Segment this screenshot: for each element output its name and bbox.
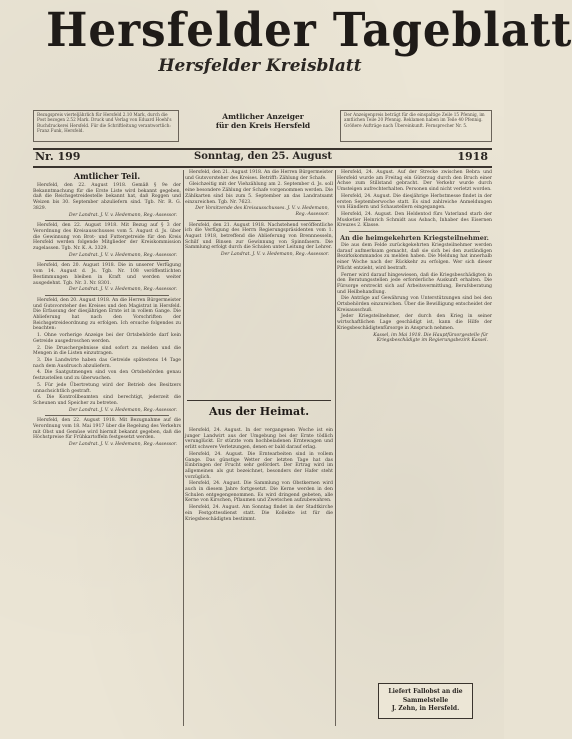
notice-signature: Der Landrat. J. V. v. Hedemann, Reg.-Assessor. — [68, 212, 177, 218]
notice-signature: Der Landrat. J. V. v. Hedemann, Reg.-Assessor. — [68, 407, 177, 413]
newspaper-subtitle: Hersfelder Kreisblatt — [158, 56, 362, 76]
notice-paragraph: Hersfeld, den 22. August 1918. Mit Bezugnahme auf die Verordnung vom 18. Mai 1917 über die Regelung des Verkehrs mit Obst und Gemüse wird hiermit bekannt gegeben, daß die Höchstpreise für Frühkartoffeln festgesetzt werden. — [33, 418, 181, 441]
notice-list-item: 5. Für jede Übertretung wird der Betrieb des Besitzers unnachsichtlich gestraft. — [33, 382, 181, 394]
notice-list-item: 3. Die Landwirte haben das Getreide spätestens 14 Tage nach dem Ausdrusch abzuliefern. — [33, 357, 181, 369]
notice-paragraph: Gleichzeitig mit der Viehzählung am 2. September d. Js. soll eine besondere Zählung der Schafe vorgenommen werden. Die Zählkarten sind bis zum 5. September an das Landratsamt einzureichen. Tgb. Nr. 7623. — [185, 182, 333, 205]
news-paragraph: Hersfeld, 24. August. Am Sonntag findet in der Stadtkirche ein Festgottesdienst statt. Die Kollekte ist für die Kriegsbeschädigten bestimmt. — [185, 505, 333, 522]
ad-line-1: Liefert Fallobst an die — [388, 688, 463, 695]
column-local-news — [185, 428, 333, 726]
official-gazette-label — [198, 112, 328, 130]
issue-date: Sonntag, den 25. August — [193, 151, 332, 162]
section-heading-veterans: An die heimgekehrten Kriegsteilnehmer. — [340, 234, 489, 243]
notice-paragraph: Hersfeld, den 22. August 1918. Gemäß § 9e der Bekanntmachung für die Erste Liste wird bekannt gegeben, daß die Reichsgetreidestelle bekannt hat, daß Roggen und Weizen bis 30. September abzuliefern sind. Tgb. Nr. R. G. 3829. — [33, 183, 181, 211]
news-paragraph: Hersfeld, 24. August. Auf der Strecke zwischen Bebra und Hersfeld wurde am Freitag ein Güterzug durch den Bruch einer Achse zum Stillstand gebracht. Der Verkehr wurde durch Umsteigen aufrechterhalten. Personen sind nicht verletzt worden. — [337, 170, 492, 193]
official-gazette-line1: Amtlicher Anzeiger — [222, 112, 304, 121]
top-rule — [33, 148, 492, 150]
notice-list-item: 6. Die Kontrollbeamten sind berechtigt, jederzeit die Scheunen und Speicher zu betreten. — [33, 395, 181, 406]
fallobst-advertisement — [378, 683, 473, 719]
notice-paragraph: Ferner wird darauf hingewiesen, daß die Kriegsbeschädigten in den Beratungsstellen jede erforderliche Auskunft erhalten. Die Fürsorge erstreckt sich auf Arbeitsvermittlung, Berufsberatung und Heilbehandlung. — [337, 272, 492, 295]
news-paragraph: Hersfeld, 24. August. In der vergangenen Woche ist ein junger Landwirt aus der Umgebung bei der Ernte tödlich verunglückt. Er stürzte vom hochbeladenen Erntewagen und erlitt schwere Verletzungen, denen er bald darauf erlag. — [185, 428, 333, 451]
ad-line-2: Sammelstelle — [402, 696, 449, 704]
section-heading-official: Amtlicher Teil. — [73, 171, 141, 181]
news-paragraph: Hersfeld, 24. August. Die diesjährige Herbstmesse findet in der ersten Septemberwoche statt. Es sind zahlreiche Anmeldungen von Händlern und Schaustellern eingegangen. — [337, 193, 492, 211]
notice-paragraph: Hersfeld, den 20. August 1918. An die Herren Bürgermeister und Gutsvorsteher des Kreises und den Magistrat in Hersfeld. Die Erfassung der diesjährigen Ernte ist in vollem Gange. Die Ablieferung hat nach den Vorschriften der Reichsgetreideordnung zu erfolgen. Ich ersuche folgendes zu beachten: — [33, 297, 181, 332]
section-heading-local-news: Aus der Heimat. — [208, 405, 310, 418]
dateline — [33, 151, 492, 165]
notice-separator — [45, 260, 169, 261]
news-paragraph: Hersfeld, 24. August. Die Erntearbeiten sind in vollem Gange. Das günstige Wetter der letzten Tage hat das Einbringen der Frucht sehr gefördert. Der Ertrag wird im allgemeinen als gut bezeichnet, besonders der Hafer steht vorzüglich. — [185, 451, 333, 480]
notice-signature: Kassel, im Mai 1918. Die Hauptfürsorgestelle für Kriegsbeschädigte im Regierungsbezirk Kassel. — [373, 332, 488, 344]
news-paragraph: Hersfeld, 24. August. Die Sammlung von Obstkernen wird auch in diesem Jahre fortgesetzt. Die Kerne werden in den Schulen entgegengenommen. Es wird dringend gebeten, alle Kerne von Kirschen, Pflaumen und Zwetschen aufzubewahren. — [185, 481, 333, 504]
notice-signature: Der Landrat. J. V. v. Hedemann, Reg.-Assessor. — [68, 442, 177, 448]
notice-paragraph: Die Anträge auf Gewährung von Unterstützungen sind bei den Ortsbehörden einzureichen. Über die Bewilligung entscheidet der Kreisausschuß. — [337, 296, 492, 313]
notice-paragraph: Die aus dem Felde zurückgekehrten Kriegsteilnehmer werden darauf aufmerksam gemacht, daß sie sich bei den zuständigen Bezirkskommandos zu melden haben. Die Meldung hat innerhalb einer Woche nach der Rückkehr zu erfolgen. Wer sich dieser Pflicht entzieht, wird bestraft. — [337, 243, 492, 271]
notice-list-item: 4. Die Saatgutmengen sind von den Ortsbehörden genau festzustellen und zu überwachen. — [33, 370, 181, 382]
notice-signature: Der Vorsitzende des Kreisausschusses. J. V. v. Hedemann, Reg.-Assessor. — [195, 206, 329, 217]
bottom-rule — [33, 166, 492, 168]
ad-line-3: J. Zehn, in Hersfeld. — [391, 705, 460, 712]
notice-list-item: 1. Ohne vorherige Anzeige bei der Ortsbehörde darf kein Getreide ausgedroschen werden. — [33, 333, 181, 344]
notice-separator — [197, 220, 321, 221]
column-right — [337, 170, 492, 726]
notice-paragraph: Hersfeld, den 21. August 1918. Nachstehend veröffentliche ich die Verfügung des Herrn Regierungspräsidenten vom 1. August 1918, betreffend die Ablieferung von Brennnesseln, Schilf und Binsen zur Gewinnung von Spinnfasern. Die Sammlung erfolgt durch die Schulen unter Leitung der Lehrer. — [185, 222, 333, 251]
notice-separator — [349, 231, 480, 232]
subscription-info-box: Bezugspreis vierteljährlich für Hersfeld 2.10 Mark, durch die Post bezogen 2.52 Mark. Druck und Verlag von Eduard Hoehl's Buchdruckerei Hersfeld. Für die Schriftleitung verantwortlich: Franz Funk, Hersfeld. — [33, 110, 179, 142]
notice-signature: Der Landrat. J. V. v. Hedemann, Reg.-Assessor. — [68, 287, 177, 293]
column-official-notices — [33, 170, 181, 726]
official-gazette-line2: für den Kreis Hersfeld — [215, 121, 311, 130]
issue-number: Nr. 199 — [35, 150, 81, 163]
notice-paragraph: Hersfeld, den 22. August 1918. Mit Bezug auf § 3 der Verordnung des Kreisausschusses vom 5. August d. Js. über die Gewinnung von Brot- und Futtergetreide für den Kreis Hersfeld werden folgende Mitglieder der Kreiskommission zugelassen. Tgb. Nr. K. A. 3329. — [33, 223, 181, 252]
notice-paragraph: Hersfeld, den 20. August 1918. Die in unserer Verfügung vom 14. August d. Js. Tgb. Nr. 108 veröffentlichten Bestimmungen bleiben in Kraft und werden weiter ausgedehnt. Tgb. Nr. 3. Nr. 8301. — [33, 263, 181, 286]
column-divider — [183, 170, 184, 726]
notice-separator — [45, 295, 169, 296]
notice-signature: Der Landrat. J. V. v. Hedemann, Reg.-Assessor. — [68, 252, 177, 258]
advertising-info-box: Der Anzeigenpreis beträgt für die einspaltige Zeile 15 Pfennig, im amtlichen Teile 20 Pfennig. Reklamen haben im Teile 40 Pfennig. Größere Aufträge nach Übereinkunft. Fernsprecher Nr. 5. — [340, 110, 492, 142]
column-middle-notices — [185, 170, 333, 418]
notice-signature: Der Landrat. J. V. v. Hedemann, Reg.-Assessor. — [220, 252, 329, 258]
column-divider — [335, 170, 336, 726]
section-rule — [187, 400, 331, 401]
masthead — [30, 3, 572, 76]
info-bar — [33, 110, 492, 146]
notice-separator — [45, 220, 169, 221]
news-paragraph: Hersfeld, 24. August. Den Heldentod fürs Vaterland starb der Musketier Heinrich Schmidt aus Asbach, Inhaber des Eisernen Kreuzes 2. Klasse. — [337, 211, 492, 229]
notice-separator — [45, 415, 169, 416]
newspaper-title: Hersfelder Tageblatt — [46, 3, 572, 58]
issue-year: 1918 — [457, 150, 488, 163]
notice-paragraph: Hersfeld, den 21. August 1918. An die Herren Bürgermeister und Gutsvorsteher des Kreises. Betrifft: Zählung der Schafe. — [185, 170, 333, 181]
notice-list-item: 2. Die Druschergebnisse sind sofort zu melden und die Mengen in die Listen einzutragen. — [33, 345, 181, 357]
notice-paragraph: Jeder Kriegsteilnehmer, der durch den Krieg in seiner wirtschaftlichen Lage geschädigt ist, kann die Hilfe der Kriegsbeschädigtenfürsorge in Anspruch nehmen. — [337, 314, 492, 331]
